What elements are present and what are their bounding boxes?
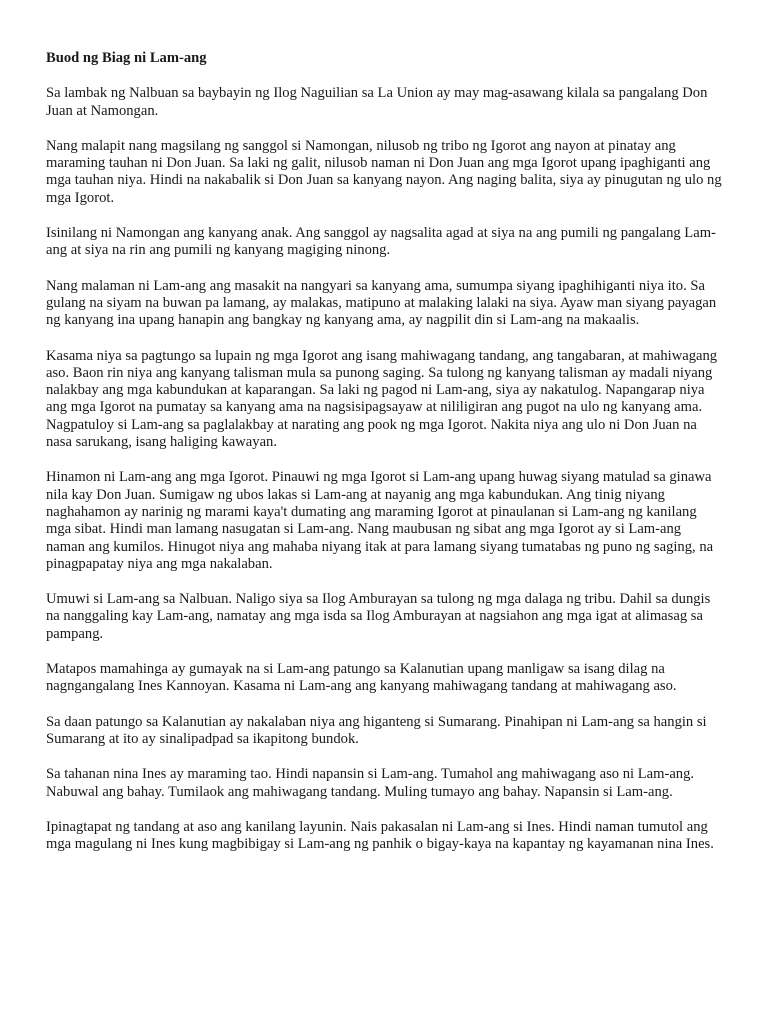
paragraph-9: Sa daan patungo sa Kalanutian ay nakalaban niya ang higanteng si Sumarang. Pinahipan ni Lam-ang sa hangin si Sumarang at ito ay sinalipadpad sa ikapitong bundok. xyxy=(46,713,707,747)
paragraph-8: Matapos mamahinga ay gumayak na si Lam-ang patungo sa Kalanutian upang manligaw sa isang dilag na nagngangalang Ines Kannoyan. Kasama ni Lam-ang ang kanyang mahiwagang tandang at mahiwagang aso. xyxy=(46,661,677,695)
paragraph-5: Kasama niya sa pagtungo sa lupain ng mga Igorot ang isang mahiwagang tandang, ang tangabaran, at mahiwagang aso. Baon rin niya ang kanyang talisman mula sa punong saging. Sa tulong ng kanyang talisman ay madali niyang nalakbay ang mga kabundukan at kaparangan. Sa laki ng pagod ni Lam-ang, siya ay nakatulog. Napangarap niya ang mga Igorot na pumatay sa kanyang ama na nagsisipagsayaw at nililigiran ang pugot na ulo ng kanyang ama. Nagpatuloy si Lam-ang sa paglalakbay at narating ang pook ng mga Igorot. Nakita niya ang ulo ni Don Juan na nasa sarukang, isang haliging kawayan. xyxy=(46,347,718,451)
paragraph-6: Hinamon ni Lam-ang ang mga Igorot. Pinauwi ng mga Igorot si Lam-ang upang huwag siyang matulad sa ginawa nila kay Don Juan. Sumigaw ng ubos lakas si Lam-ang at nayanig ang mga kabundukan. Ang tinig niyang naghahamon ay narinig ng marami kaya't dumating ang maraming Igorot at pinaulanan si Lam-ang ng kanilang mga sibat. Hindi man lamang nasugatan si Lam-ang. Nang maubusan ng sibat ang mga Igorot ay si Lam-ang naman ang kumilos. Hinugot niya ang mahaba niyang itak at para lamang siyang tumatabas ng puno ng saging, na pinagpapatay niya ang mga nakalaban. xyxy=(46,469,714,572)
document-title: Buod ng Biag ni Lam-ang xyxy=(46,50,207,66)
paragraph-4: Nang malaman ni Lam-ang ang masakit na nangyari sa kanyang ama, sumumpa siyang ipaghihiganti niya ito. Sa gulang na siyam na buwan pa lamang, ay malakas, matipuno at malaking lalaki na siya. Ayaw man siyang payagan ng kanyang ina upang hanapin ang bangkay ng kanyang ama, ay nagpilit din si Lam-ang na makaalis. xyxy=(46,277,717,329)
paragraph-7: Umuwi si Lam-ang sa Nalbuan. Naligo siya sa Ilog Amburayan sa tulong ng mga dalaga ng tribu. Dahil sa dungis na nanggaling kay Lam-ang, namatay ang mga isda sa Ilog Amburayan at nagsiahon ang mga igat at alimasag sa pampang. xyxy=(46,591,711,642)
paragraph-11: Ipinagtapat ng tandang at aso ang kanilang layunin. Nais pakasalan ni Lam-ang si Ines. Hindi naman tumutol ang mga magulang ni Ines kung magbibigay si Lam-ang ng panhik o bigay-kaya na kapantay ng kayamanan nina Ines. xyxy=(46,818,714,853)
paragraph-1: Sa lambak ng Nalbuan sa baybayin ng Ilog Naguilian sa La Union ay may mag-asawang kilala sa pangalang Don Juan at Namongan. xyxy=(46,85,708,119)
paragraph-3: Isinilang ni Namongan ang kanyang anak. Ang sanggol ay nagsalita agad at siya na ang pumili ng pangalang Lam-ang at siya na rin ang pumili ng kanyang magiging ninong. xyxy=(46,225,716,259)
paragraph-10: Sa tahanan nina Ines ay maraming tao. Hindi napansin si Lam-ang. Tumahol ang mahiwagang aso ni Lam-ang. Nabuwal ang bahay. Tumilaok ang mahiwagang tandang. Muling tumayo ang bahay. Napansin si Lam-ang. xyxy=(46,766,695,800)
document-page xyxy=(46,40,722,871)
paragraph-2: Nang malapit nang magsilang ng sanggol si Namongan, nilusob ng tribo ng Igorot ang nayon at pinatay ang maraming tauhan ni Don Juan. Sa laki ng galit, nilusob naman ni Don Juan ang mga Igorot upang ipaghiganti ang mga tauhan niya. Hindi na nakabalik si Don Juan sa kanyang nayon. Ang naging balita, siya ay pinugutan ng ulo ng mga Igorot. xyxy=(46,137,722,206)
